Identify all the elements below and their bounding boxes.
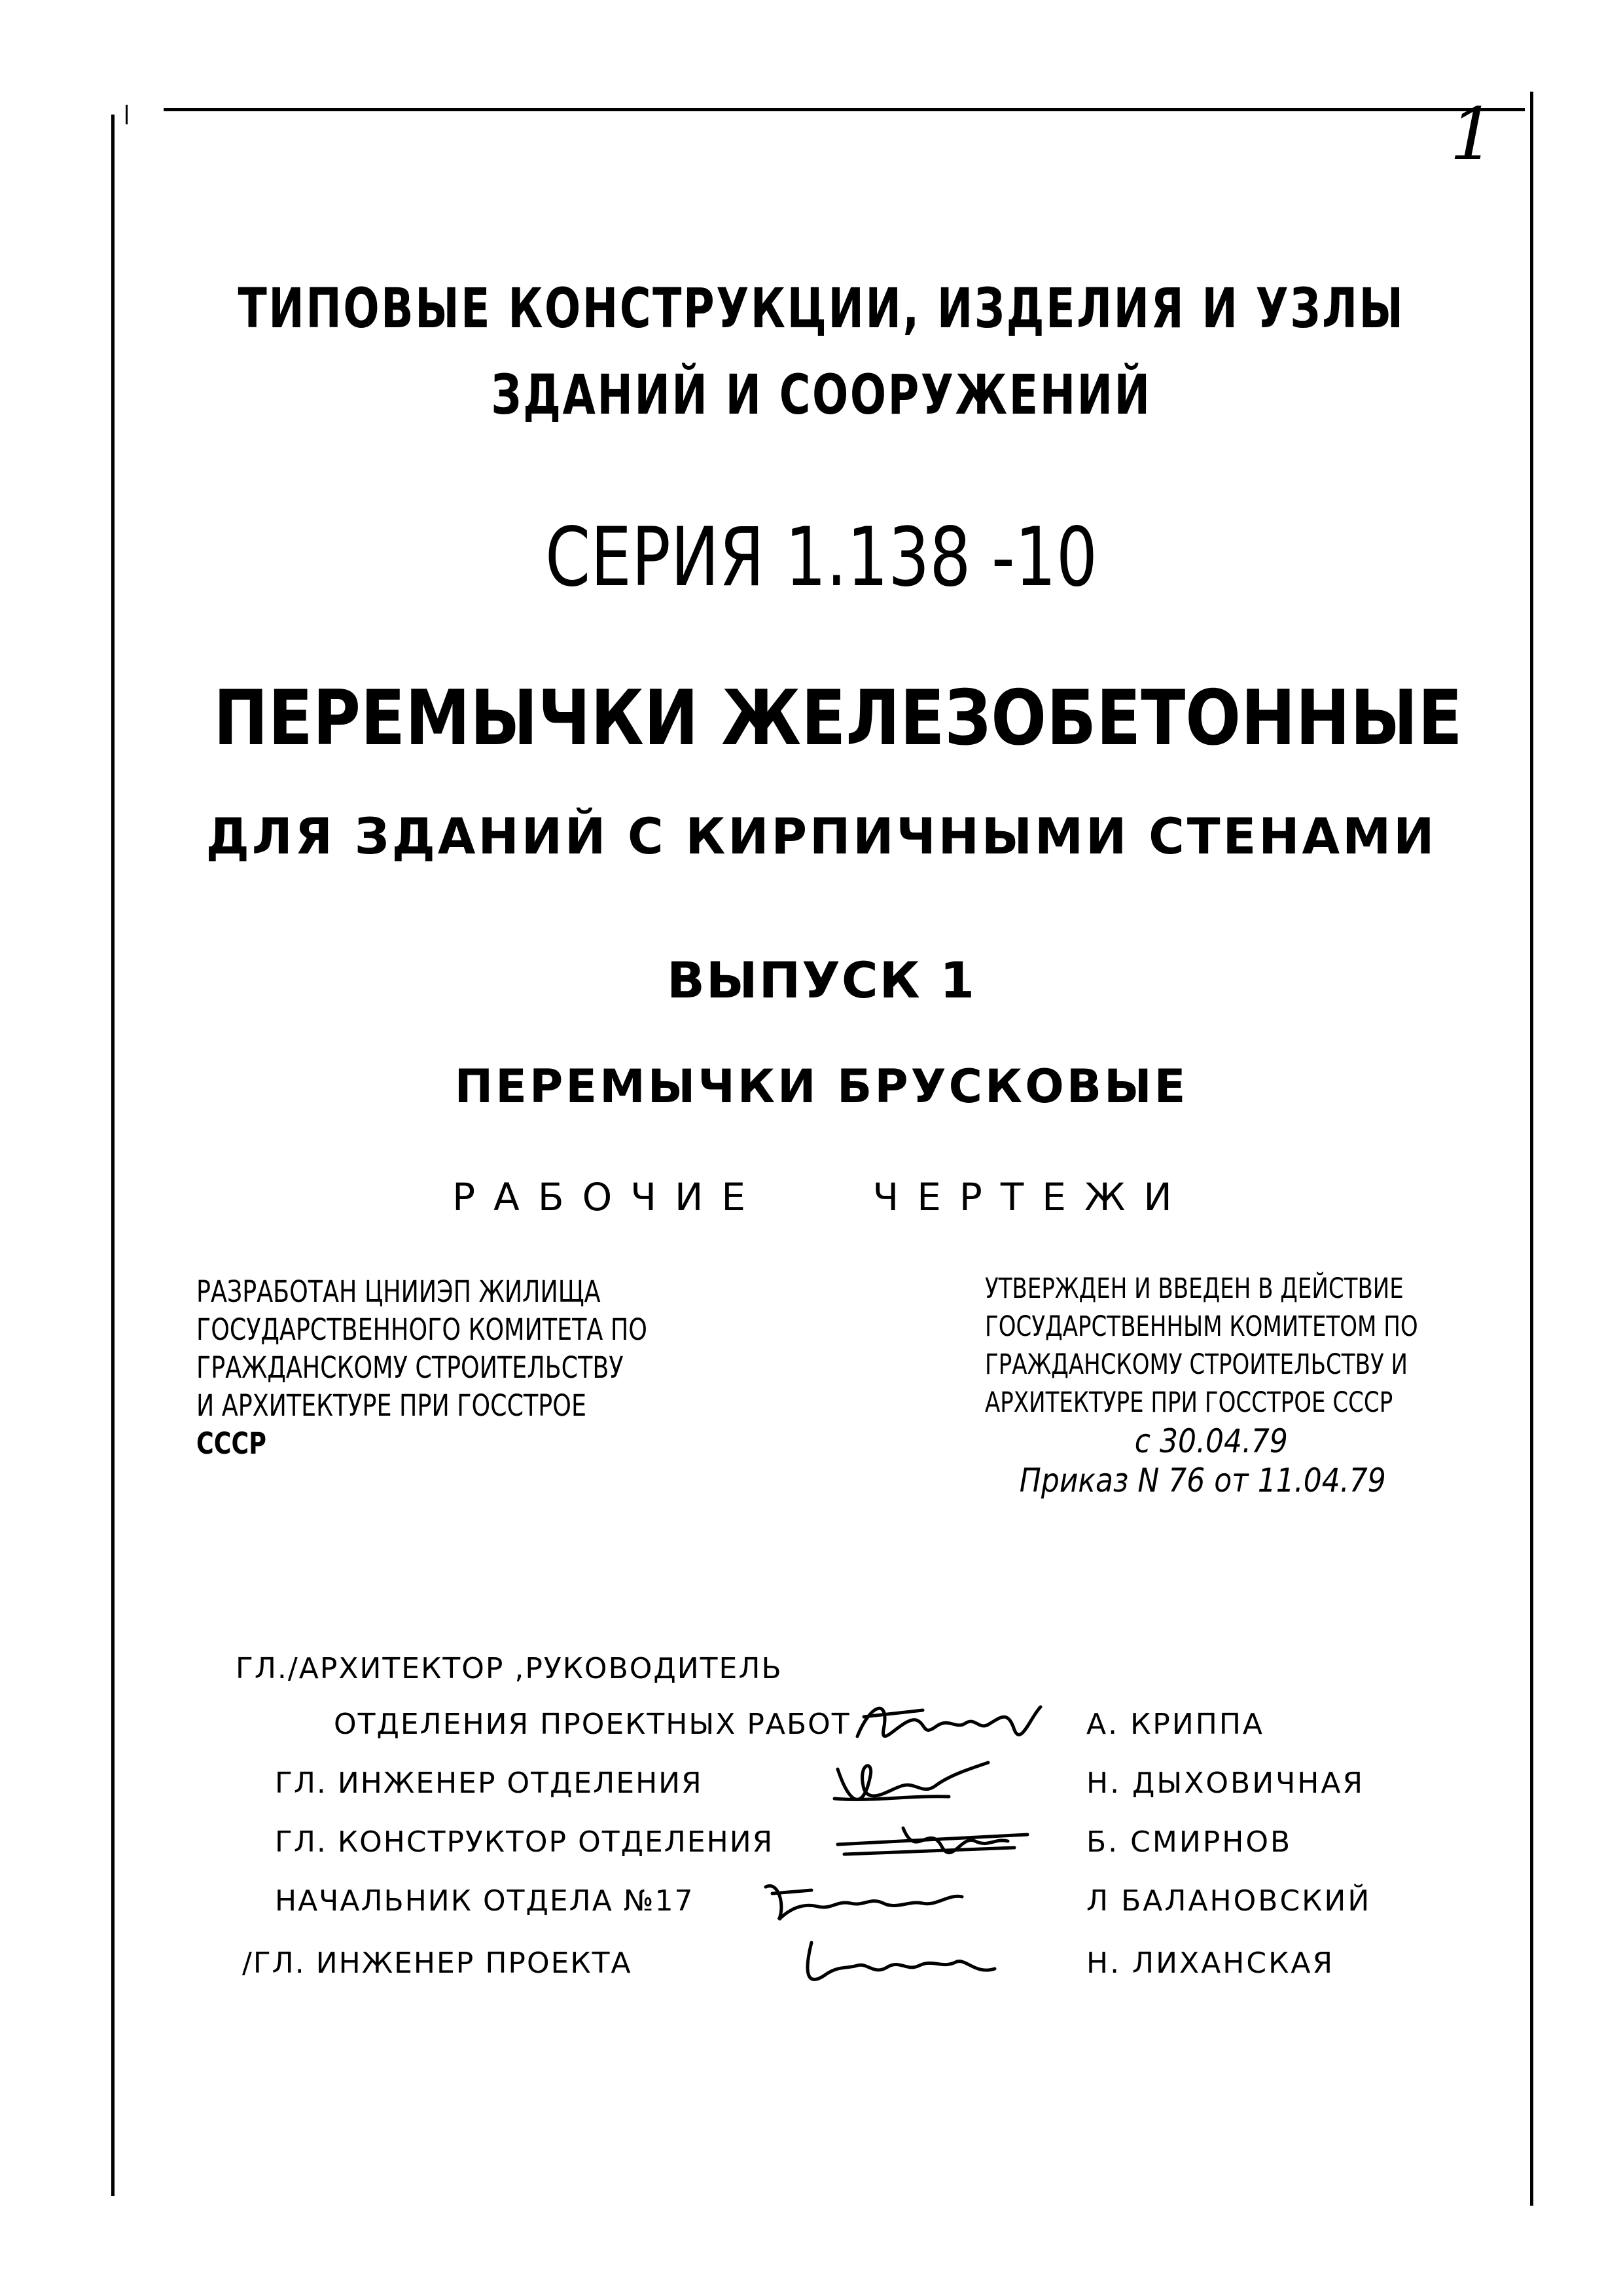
signatory-name: А. КРИППА bbox=[1086, 1708, 1265, 1741]
handwritten-signature bbox=[844, 1691, 1060, 1756]
signature-row bbox=[0, 1764, 1623, 1823]
signatory-role: ГЛ. ИНЖЕНЕР ОТДЕЛЕНИЯ bbox=[275, 1767, 703, 1800]
issue-number: ВЫПУСК 1 bbox=[666, 951, 976, 1009]
approval-line: АРХИТЕКТУРЕ ПРИ ГОССТРОЕ СССР bbox=[985, 1386, 1393, 1419]
issue-subtitle: ПЕРЕМЫЧКИ БРУСКОВЫЕ bbox=[454, 1060, 1188, 1113]
signature-row bbox=[0, 1649, 1623, 1708]
developer-line: ГОСУДАРСТВЕННОГО КОМИТЕТА ПО bbox=[196, 1312, 647, 1347]
approval-block bbox=[985, 1270, 1480, 1500]
frame-top-line bbox=[164, 108, 1525, 111]
signatory-role: НАЧАЛЬНИК ОТДЕЛА №17 bbox=[275, 1884, 694, 1918]
signatory-name: Б. СМИРНОВ bbox=[1086, 1825, 1293, 1859]
developer-line: РАЗРАБОТАН ЦНИИЭП ЖИЛИЩА bbox=[196, 1274, 601, 1309]
approval-order: Приказ N 76 от 11.04.79 bbox=[1019, 1462, 1386, 1499]
signature-row bbox=[0, 1705, 1623, 1764]
developer-line: И АРХИТЕКТУРЕ ПРИ ГОССТРОЕ bbox=[196, 1388, 586, 1423]
signatory-role: /ГЛ. ИНЖЕНЕР ПРОЕКТА bbox=[242, 1946, 632, 1980]
signatory-name: Н. ЛИХАНСКАЯ bbox=[1086, 1946, 1335, 1980]
approval-line: ГРАЖДАНСКОМУ СТРОИТЕЛЬСТВУ И bbox=[985, 1348, 1408, 1381]
signature-row bbox=[0, 1944, 1623, 2003]
handwritten-signature bbox=[785, 1929, 1001, 1995]
approval-line: УТВЕРЖДЕН И ВВЕДЕН В ДЕЙСТВИЕ bbox=[985, 1272, 1404, 1305]
handwritten-signature bbox=[831, 1808, 1047, 1874]
developer-block bbox=[196, 1273, 726, 1463]
series-number: СЕРИЯ 1.138 -10 bbox=[545, 511, 1097, 605]
main-title: ПЕРЕМЫЧКИ ЖЕЛЕЗОБЕТОННЫЕ bbox=[213, 674, 1463, 762]
standard-title-line-1: ТИПОВЫЕ КОНСТРУКЦИИ, ИЗДЕЛИЯ И УЗЛЫ bbox=[238, 276, 1405, 340]
frame-left-tick bbox=[126, 105, 128, 124]
developer-line: ГРАЖДАНСКОМУ СТРОИТЕЛЬСТВУ bbox=[196, 1350, 624, 1385]
document-type: РАБОЧИЕ ЧЕРТЕЖИ bbox=[452, 1175, 1190, 1219]
signatory-name: Н. ДЫХОВИЧНАЯ bbox=[1086, 1767, 1365, 1800]
standard-title bbox=[213, 265, 1429, 438]
subtitle: ДЛЯ ЗДАНИЙ С КИРПИЧНЫМИ СТЕНАМИ bbox=[205, 807, 1437, 865]
handwritten-signature bbox=[753, 1867, 969, 1933]
signatory-role: ГЛ./АРХИТЕКТОР ,РУКОВОДИТЕЛЬ bbox=[236, 1652, 783, 1685]
approval-date: с 30.04.79 bbox=[1134, 1422, 1288, 1460]
standard-title-line-2: ЗДАНИЙ И СООРУЖЕНИЙ bbox=[491, 363, 1152, 427]
approval-line: ГОСУДАРСТВЕННЫМ КОМИТЕТОМ ПО bbox=[985, 1310, 1418, 1343]
handwritten-signature bbox=[818, 1749, 1034, 1815]
developer-line: СССР bbox=[196, 1426, 266, 1461]
signatory-role: ГЛ. КОНСТРУКТОР ОТДЕЛЕНИЯ bbox=[275, 1825, 774, 1859]
signatory-name: Л БАЛАНОВСКИЙ bbox=[1086, 1884, 1372, 1918]
signatory-role: ОТДЕЛЕНИЯ ПРОЕКТНЫХ РАБОТ bbox=[334, 1708, 851, 1741]
sheet-number: 1 bbox=[1450, 92, 1495, 176]
